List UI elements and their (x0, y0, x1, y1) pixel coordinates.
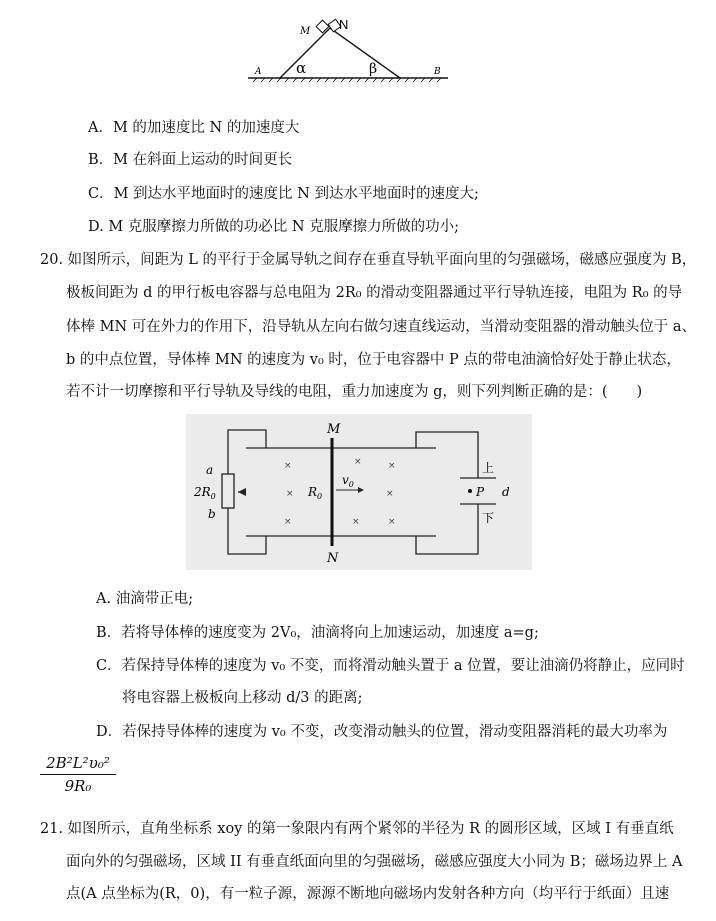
q20-option-d: D．若保持导体棒的速度为 v₀ 不变，改变滑动触头的位置，滑动变阻器消耗的最大功率为 (96, 724, 668, 740)
plate-bottom-label: 下 (482, 511, 495, 525)
q20-line-4: b 的中点位置，导体棒 MN 的速度为 v₀ 时，位于电容器中 P 点的带电油滴恰好处于静止状态， (66, 352, 681, 368)
q19-option-a: A．M 的加速度比 N 的加速度大 (88, 120, 300, 136)
q20-option-b: B．若将导体棒的速度变为 2V₀，油滴将向上加速运动，加速度 a=g; (96, 625, 539, 641)
plate-top-label: 上 (482, 461, 495, 475)
formula-denominator: 9R₀ (64, 777, 92, 795)
field-cross: × (284, 461, 292, 471)
formula-numerator: 2B²L²υ₀² (40, 754, 116, 775)
q20-line-2: 极板间距为 d 的甲行板电容器与总电阻为 2R₀ 的滑动变阻器通过平行导轨连接，电阻为 R₀ 的导 (66, 285, 683, 301)
field-cross: × (284, 517, 292, 527)
q19-option-b: B．M 在斜面上运动的时间更长 (88, 152, 293, 168)
velocity-label: $v_0$ (342, 473, 354, 489)
q20-option-c: C．若保持导体棒的速度为 v₀ 不变，而将滑动触头置于 a 位置，要让油滴仍将静止，应同时 (96, 658, 685, 674)
label-m: M (300, 26, 311, 37)
rod-label-n: N (327, 551, 339, 566)
field-cross: × (286, 489, 294, 499)
q21-line-2: 面向外的匀强磁场，区域 II 有垂直纸面向里的匀强磁场，磁感应强度大小同为 B；磁场边界上 A (66, 854, 683, 870)
resistor-label: $2R_0$ (194, 485, 216, 501)
plate-gap-d: d (502, 485, 510, 499)
label-b: B (434, 67, 441, 77)
incline-figure (248, 10, 448, 90)
circuit-figure (186, 414, 532, 570)
q19-option-c: C．M 到达水平地面时的速度比 N 到达水平地面时的速度大; (88, 186, 479, 202)
q20-line-5: 若不计一切摩擦和平行导轨及导线的电阻，重力加速度为 g，则下列判断正确的是：( ) (66, 384, 643, 400)
rod-label-m: M (327, 422, 341, 437)
field-cross: × (352, 517, 360, 527)
angle-beta: β (369, 61, 378, 77)
terminal-b: b (208, 507, 216, 521)
terminal-a: a (206, 463, 214, 477)
label-a: A (255, 67, 262, 77)
q20-line-3: 体棒 MN 可在外力的作用下，沿导轨从左向右做匀速直线运动，当滑动变阻器的滑动触头位于 a、 (66, 319, 697, 335)
label-n: N (339, 17, 349, 32)
field-cross: × (388, 517, 396, 527)
q21-line-3: 点(A 点坐标为(R，0)，有一粒子源，源源不断地向磁场内发射各种方向（均平行于纸面）且速 (66, 886, 670, 902)
q20-line-1: 20. 如图所示，间距为 L 的平行于金属导轨之间存在垂直导轨平面向里的匀强磁场，磁感应强度为 B， (40, 252, 697, 268)
angle-alpha: α (296, 59, 307, 77)
field-cross: × (388, 461, 396, 471)
q20-option-a: A. 油滴带正电; (96, 591, 194, 607)
point-p: P (476, 485, 485, 499)
max-power-formula (40, 754, 116, 795)
q19-option-d: D. M 克服摩擦力所做的功必比 N 克服摩擦力所做的功小; (88, 219, 460, 235)
field-cross: × (386, 489, 394, 499)
q21-line-1: 21. 如图所示，直角坐标系 xoy 的第一象限内有两个紧邻的半径为 R 的圆形区域，区域 I 有垂直纸 (40, 821, 674, 837)
q20-option-c-cont: 将电容器上极板向上移动 d/3 的距离; (122, 690, 363, 706)
field-cross: × (354, 457, 362, 467)
rod-resistance: $R_0$ (308, 485, 323, 501)
